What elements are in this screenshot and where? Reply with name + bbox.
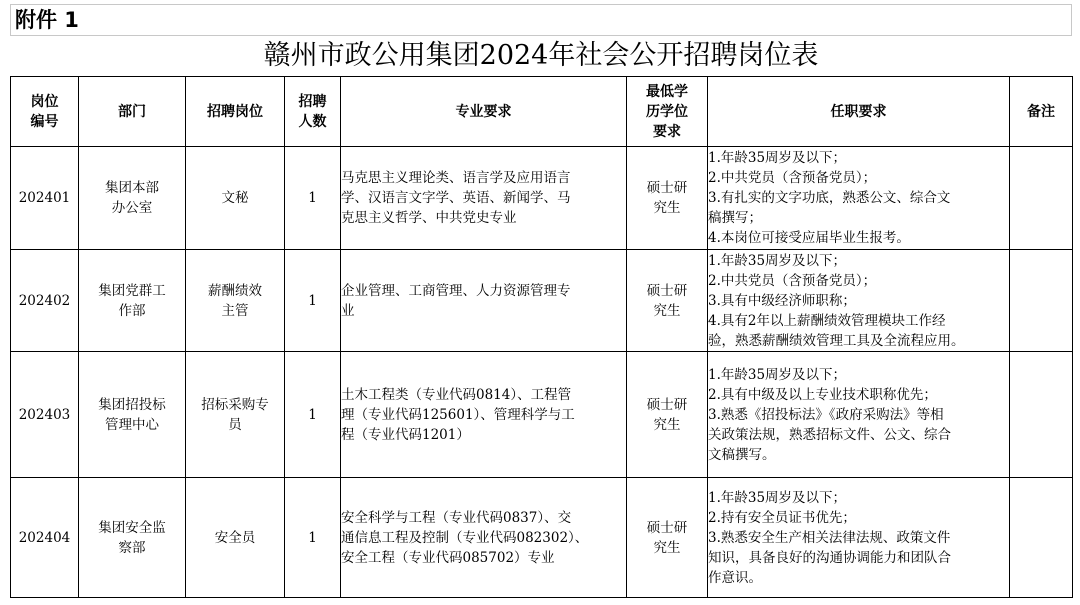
job-requirements: 1.年龄35周岁及以下； 2.具有中级及以上专业技术职称优先； 3.熟悉《招投标法》《政府采购法》等相 关政策法规，熟悉招标文件、公文、综合 文稿撰写。: [708, 352, 1010, 478]
table-row: [11, 250, 1073, 352]
table-row: [11, 352, 1073, 478]
table-row: [11, 147, 1073, 250]
document-title: 赣州市政公用集团2024年社会公开招聘岗位表: [263, 40, 819, 71]
department: 集团安全监 察部: [79, 478, 186, 598]
major-requirement: 马克思主义理论类、语言学及应用语言 学、汉语言文字学、英语、新闻学、马 克思主义哲学、中共党史专业: [341, 147, 627, 250]
header-count: 招聘 人数: [285, 77, 341, 147]
recruitment-table: [10, 76, 1073, 598]
remarks: [1010, 147, 1073, 250]
position-name: 文秘: [186, 147, 285, 250]
major-requirement: 土木工程类（专业代码0814）、工程管 理（专业代码125601）、管理科学与工 程（专业代码1201）: [341, 352, 627, 478]
headcount: 1: [285, 352, 341, 478]
department: 集团招投标 管理中心: [79, 352, 186, 478]
annex-label: 附件 1: [10, 4, 1072, 36]
position-code: 202402: [11, 250, 79, 352]
degree-requirement: 硕士研 究生: [627, 478, 708, 598]
position-code: 202403: [11, 352, 79, 478]
headcount: 1: [285, 250, 341, 352]
position-name: 安全员: [186, 478, 285, 598]
remarks: [1010, 250, 1073, 352]
header-row: [11, 77, 1073, 147]
header-dept: 部门: [79, 77, 186, 147]
degree-requirement: 硕士研 究生: [627, 352, 708, 478]
headcount: 1: [285, 147, 341, 250]
header-degree: 最低学 历学位 要求: [627, 77, 708, 147]
major-requirement: 企业管理、工商管理、人力资源管理专 业: [341, 250, 627, 352]
job-requirements: 1.年龄35周岁及以下； 2.中共党员（含预备党员）； 3.具有中级经济师职称； 4.具有2年以上薪酬绩效管理模块工作经 验，熟悉薪酬绩效管理工具及全流程应用。: [708, 250, 1010, 352]
degree-requirement: 硕士研 究生: [627, 147, 708, 250]
position-code: 202404: [11, 478, 79, 598]
header-position: 招聘岗位: [186, 77, 285, 147]
table-row: [11, 478, 1073, 598]
remarks: [1010, 352, 1073, 478]
job-requirements: 1.年龄35周岁及以下； 2.持有安全员证书优先； 3.熟悉安全生产相关法律法规、政策文件 知识，具备良好的沟通协调能力和团队合 作意识。: [708, 478, 1010, 598]
position-name: 薪酬绩效 主管: [186, 250, 285, 352]
department: 集团本部 办公室: [79, 147, 186, 250]
degree-requirement: 硕士研 究生: [627, 250, 708, 352]
headcount: 1: [285, 478, 341, 598]
header-remarks: 备注: [1010, 77, 1073, 147]
department: 集团党群工 作部: [79, 250, 186, 352]
header-code: 岗位 编号: [11, 77, 79, 147]
position-code: 202401: [11, 147, 79, 250]
header-requirements: 任职要求: [708, 77, 1010, 147]
position-name: 招标采购专 员: [186, 352, 285, 478]
major-requirement: 安全科学与工程（专业代码0837）、交 通信息工程及控制（专业代码082302）、 安全工程（专业代码085702）专业: [341, 478, 627, 598]
header-major: 专业要求: [341, 77, 627, 147]
job-requirements: 1.年龄35周岁及以下； 2.中共党员（含预备党员）； 3.有扎实的文字功底，熟悉公文、综合文 稿撰写； 4.本岗位可接受应届毕业生报考。: [708, 147, 1010, 250]
remarks: [1010, 478, 1073, 598]
